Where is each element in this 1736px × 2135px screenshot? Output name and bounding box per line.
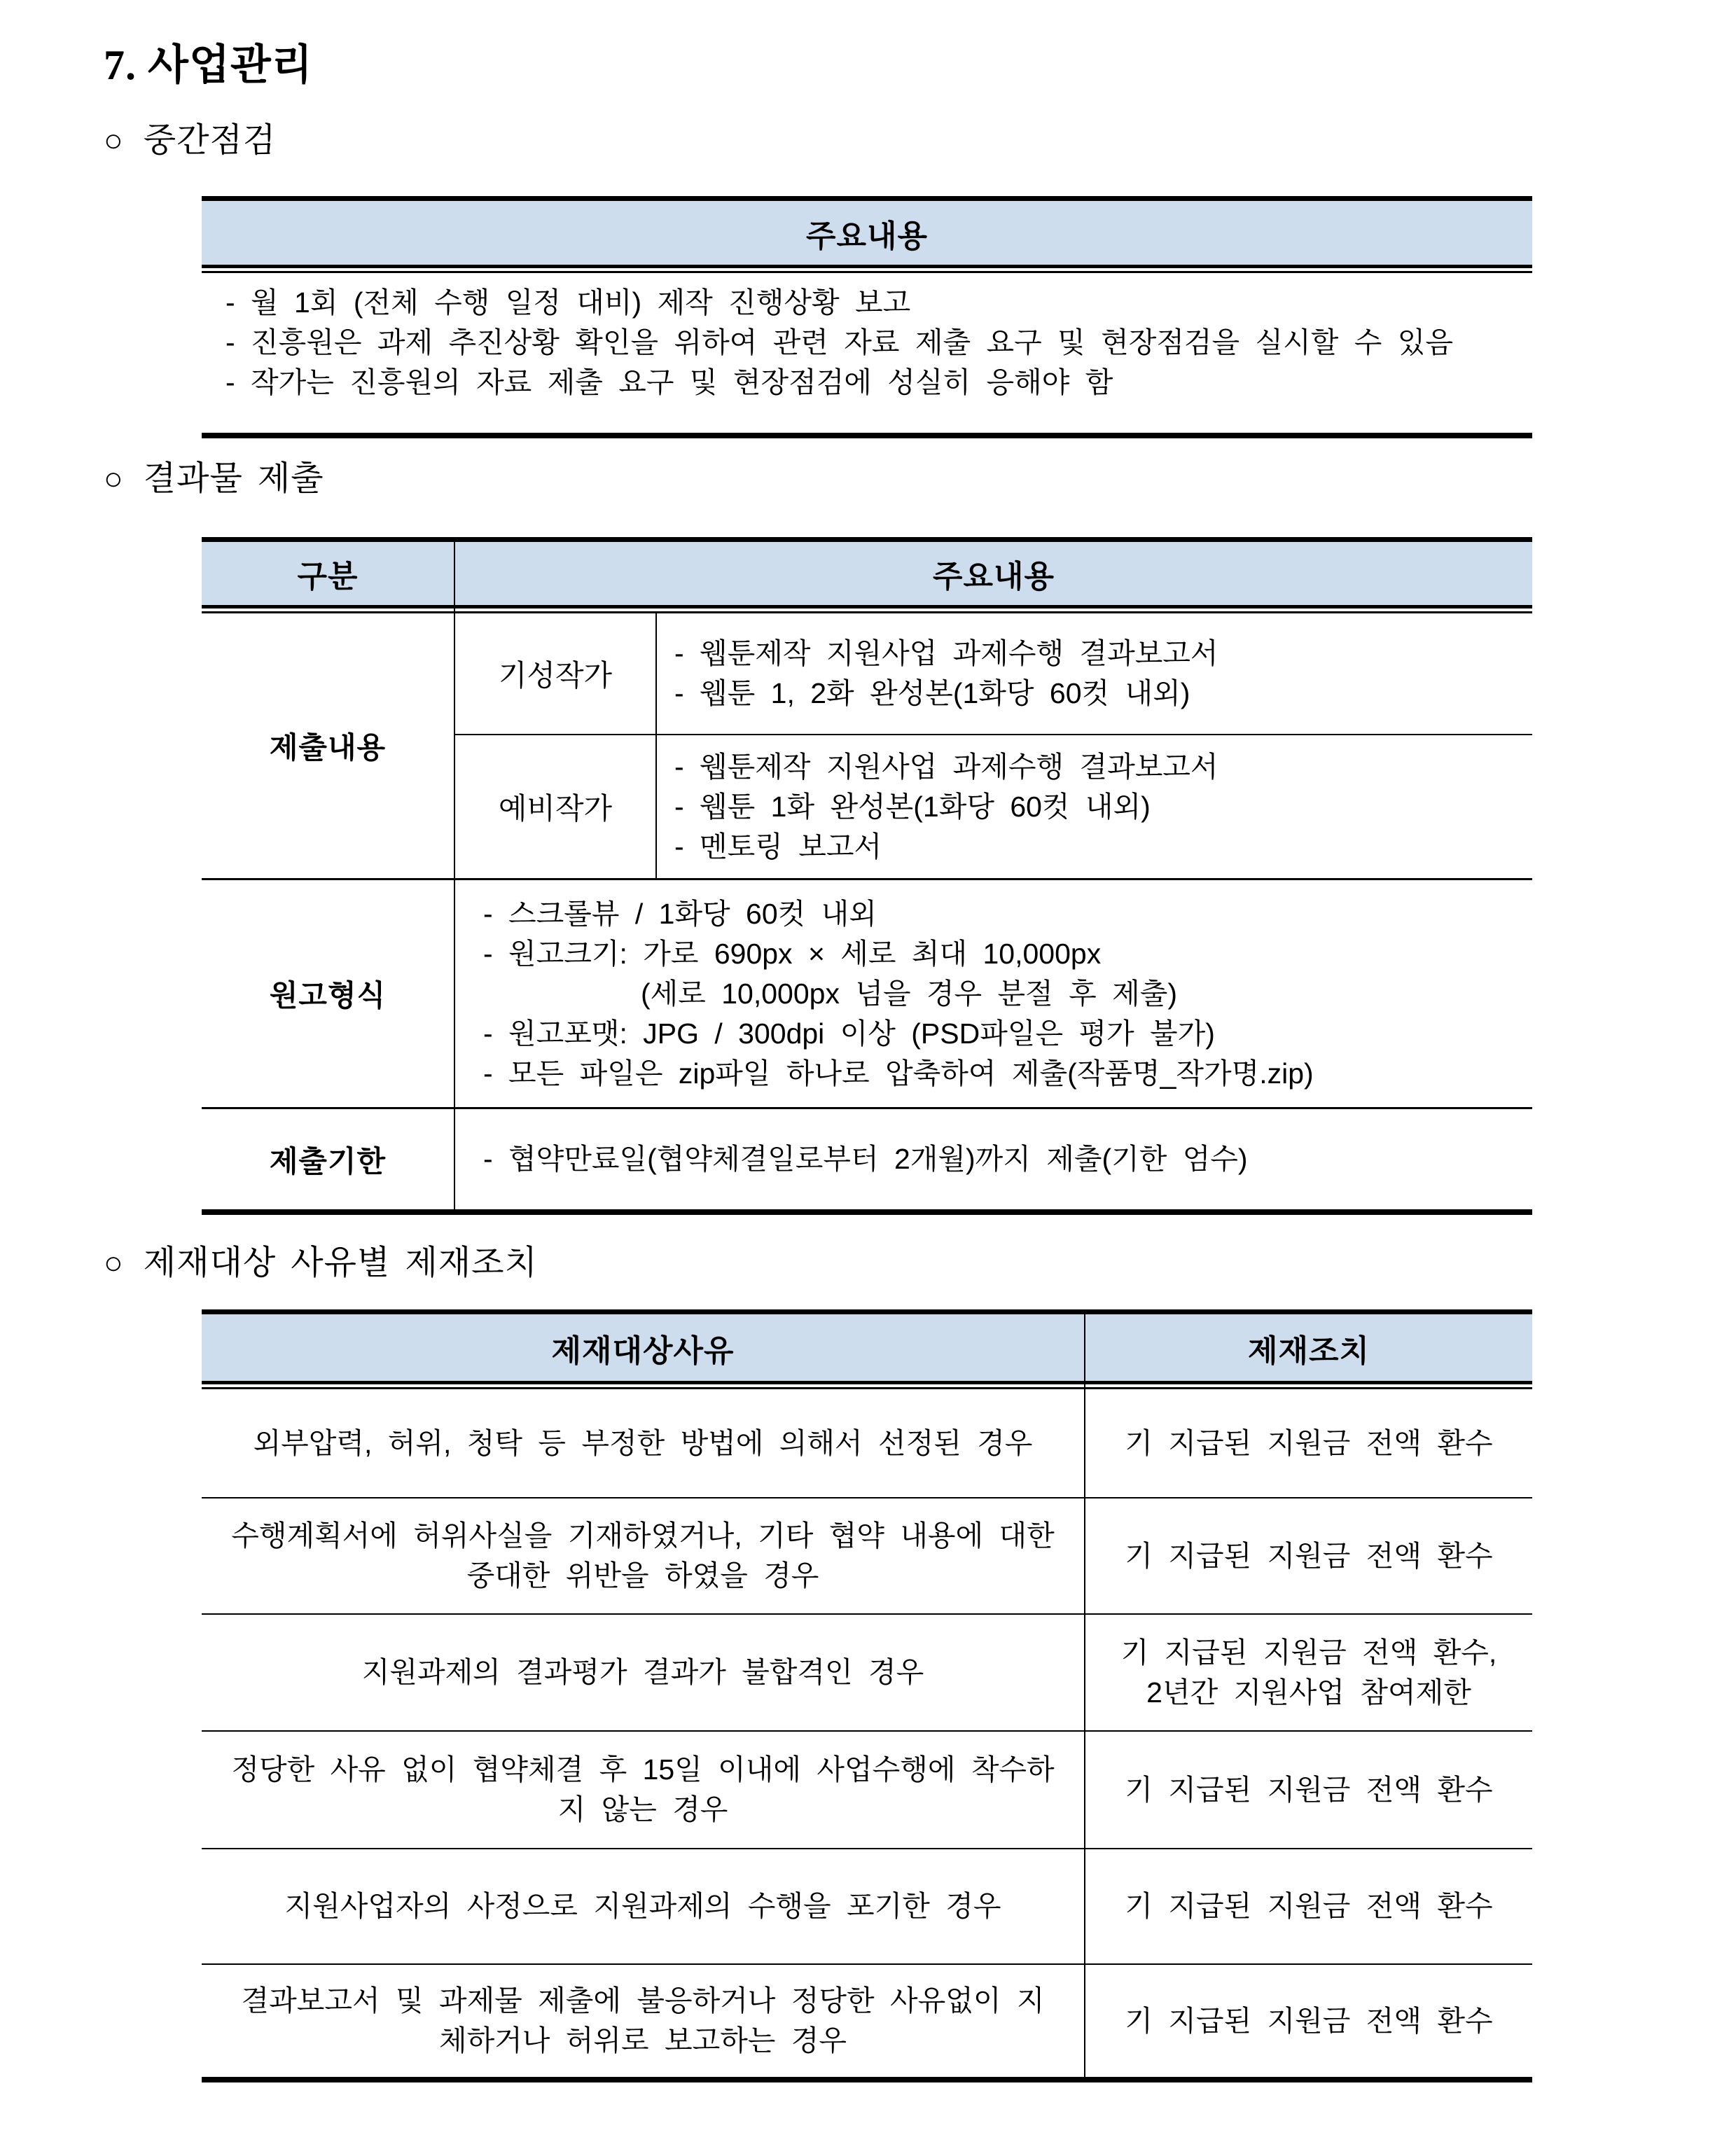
sanction-reason-cell: 정당한 사유 없이 협약체결 후 15일 이내에 사업수행에 착수하지 않는 경우 — [202, 1730, 1085, 1848]
column-header-content: 주요내용 — [455, 542, 1532, 605]
circle-bullet-icon: ○ — [104, 461, 124, 496]
double-rule — [455, 605, 1532, 613]
bullet-line: - 멘토링 보고서 — [674, 830, 882, 863]
deliverables-table — [202, 537, 1532, 1215]
sanction-reason-cell: 결과보고서 및 과제물 제출에 불응하거나 정당한 사유없이 지체하거나 허위로 보고하는 경우 — [202, 1963, 1085, 2077]
bullet-line: - 웹툰 1화 완성본(1화당 60컷 내외) — [674, 790, 1151, 823]
bullet-line: - 진흥원은 과제 추진상황 확인을 위하여 관련 자료 제출 요구 및 현장점검을 실시할 수 있음 — [225, 326, 1453, 359]
sanction-action-cell: 기 지급된 지원금 전액 환수, 2년간 지원사업 참여제한 — [1085, 1613, 1532, 1730]
sanctions-table — [202, 1309, 1532, 2082]
circle-bullet-icon: ○ — [104, 123, 124, 158]
circle-bullet-icon: ○ — [104, 1245, 124, 1281]
bullet-line: - 웹툰제작 지원사업 과제수행 결과보고서 — [674, 637, 1218, 669]
bullet-line: - 원고포맷: JPG / 300dpi 이상 (PSD파일은 평가 불가) — [483, 1017, 1215, 1050]
sub-label-established-author: 기성작가 — [455, 613, 657, 734]
sanction-reason-cell: 외부압력, 허위, 청탁 등 부정한 방법에 의해서 선정된 경우 — [202, 1389, 1085, 1497]
cell-submission-deadline-content — [455, 1107, 1532, 1209]
section-heading-midterm — [104, 120, 1736, 161]
double-rule — [202, 265, 1532, 273]
bullet-line-indented: (세로 10,000px 넘을 경우 분절 후 제출) — [641, 977, 1178, 1010]
bullet-line: - 웹툰제작 지원사업 과제수행 결과보고서 — [674, 750, 1218, 783]
bullet-line: - 스크롤뷰 / 1화당 60컷 내외 — [483, 897, 877, 930]
sanction-reason-cell: 수행계획서에 허위사실을 기재하였거나, 기타 협약 내용에 대한 중대한 위반을 하였을 경우 — [202, 1497, 1085, 1613]
bullet-line: - 웹툰 1, 2화 완성본(1화당 60컷 내외) — [674, 677, 1190, 709]
section-heading-text: 중간점검 — [143, 122, 277, 159]
bullet-line: - 원고크기: 가로 690px × 세로 최대 10,000px — [483, 937, 1102, 970]
sanction-action-cell: 기 지급된 지원금 전액 환수 — [1085, 1963, 1532, 2077]
sanction-action-cell: 기 지급된 지원금 전액 환수 — [1125, 1426, 1493, 1459]
section-heading-sanctions — [104, 1243, 1736, 1284]
section-heading-deliverables — [104, 459, 1736, 499]
sanction-action-cell: 기 지급된 지원금 전액 환수 — [1085, 1497, 1532, 1613]
document-page — [0, 43, 1736, 2135]
double-rule — [1085, 1381, 1532, 1389]
sanction-reason-cell: 지원사업자의 사정으로 지원과제의 수행을 포기한 경우 — [202, 1848, 1085, 1963]
bullet-line: - 모든 파일은 zip파일 하나로 압축하여 제출(작품명_작가명.zip) — [483, 1057, 1314, 1090]
section-heading-text: 결과물 제출 — [143, 460, 324, 497]
column-header-sanction-reason: 제재대상사유 — [202, 1314, 1085, 1381]
row-label-manuscript-format: 원고형식 — [202, 878, 455, 1107]
midterm-table — [202, 196, 1532, 438]
double-rule — [202, 605, 455, 613]
midterm-table-body — [202, 273, 1532, 433]
cell-prospective-author-content — [657, 734, 1532, 878]
midterm-table-header: 주요내용 — [202, 201, 1532, 265]
sanction-action-cell: 기 지급된 지원금 전액 환수 — [1085, 1848, 1532, 1963]
page-title: 7. 사업관리 — [104, 42, 313, 88]
row-label-submission-deadline: 제출기한 — [202, 1107, 455, 1209]
cell-manuscript-format-content — [455, 878, 1532, 1107]
cell-established-author-content — [657, 613, 1532, 734]
bullet-line: - 작가는 진흥원의 자료 제출 요구 및 현장점검에 성실히 응해야 함 — [225, 366, 1113, 398]
bullet-line: - 협약만료일(협약체결일로부터 2개월)까지 제출(기한 엄수) — [483, 1143, 1248, 1175]
sanction-action-cell: 기 지급된 지원금 전액 환수 — [1085, 1730, 1532, 1848]
column-header-sanction-action: 제재조치 — [1085, 1314, 1532, 1381]
column-header-gubun: 구분 — [202, 542, 455, 605]
sanction-reason-cell: 지원과제의 결과평가 결과가 불합격인 경우 — [202, 1613, 1085, 1730]
sub-label-prospective-author: 예비작가 — [455, 734, 657, 878]
section-heading-text: 제재대상 사유별 제재조치 — [143, 1244, 538, 1281]
row-label-submission-content: 제출내용 — [202, 613, 455, 878]
bullet-line: - 월 1회 (전체 수행 일정 대비) 제작 진행상황 보고 — [225, 286, 911, 319]
double-rule — [202, 1381, 1085, 1389]
